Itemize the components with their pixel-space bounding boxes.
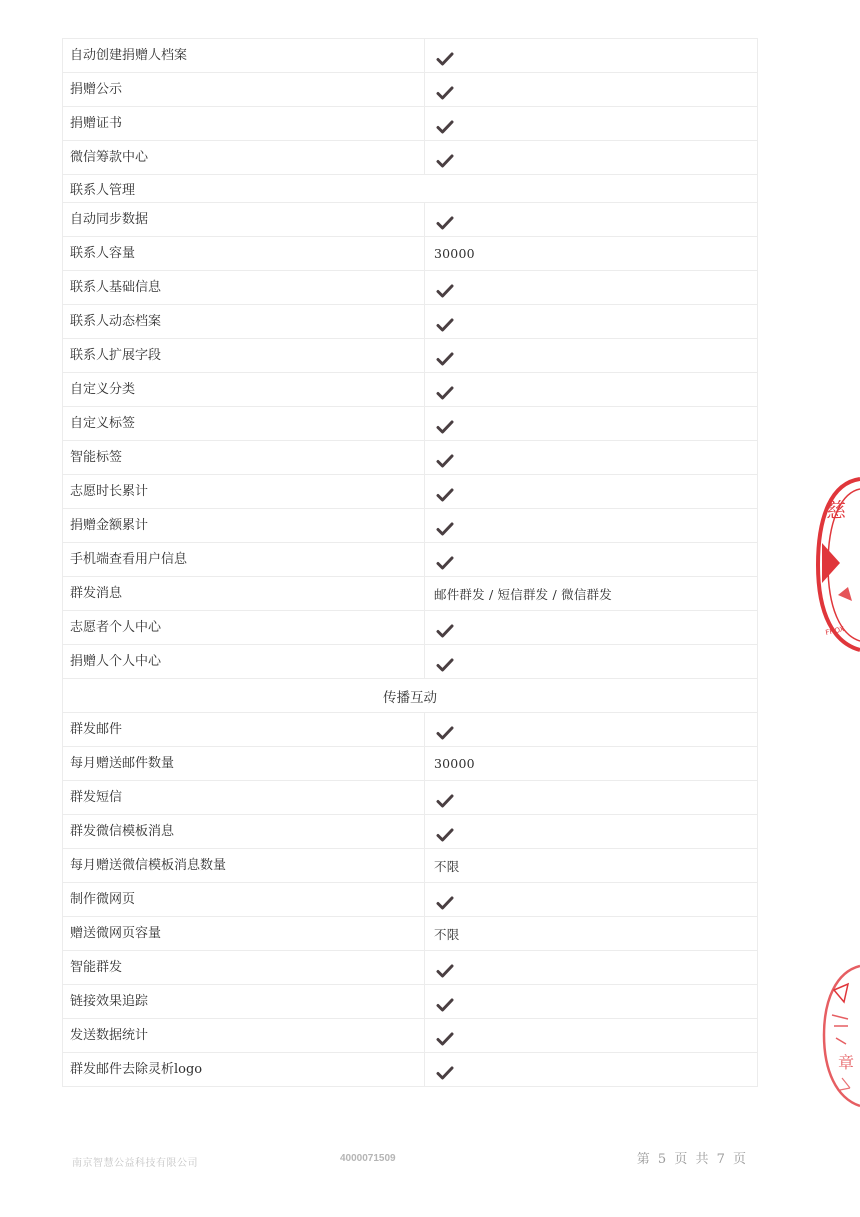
- feature-value: [425, 141, 758, 175]
- feature-value-text: 30000: [434, 755, 475, 771]
- feature-name: 群发消息: [63, 577, 425, 611]
- seal-1-text: 慈: [826, 498, 846, 522]
- feature-name: 每月赠送微信模板消息数量: [63, 849, 425, 883]
- table-row: [63, 815, 758, 849]
- checkmark-icon: [436, 86, 454, 100]
- table-row: [63, 175, 758, 203]
- table-row: [63, 1053, 758, 1087]
- feature-value: [425, 203, 758, 237]
- feature-name: 发送数据统计: [63, 1019, 425, 1053]
- feature-name: 捐赠人个人中心: [63, 645, 425, 679]
- subsection-heading: 联系人管理: [63, 175, 758, 203]
- checkmark-icon: [436, 624, 454, 638]
- feature-value-text: 邮件群发 / 短信群发 / 微信群发: [434, 586, 612, 602]
- feature-name: 智能标签: [63, 441, 425, 475]
- feature-name: 捐赠金额累计: [63, 509, 425, 543]
- feature-name: 群发短信: [63, 781, 425, 815]
- feature-name: 群发微信模板消息: [63, 815, 425, 849]
- table-row: [63, 985, 758, 1019]
- table-row: [63, 509, 758, 543]
- checkmark-icon: [436, 828, 454, 842]
- table-row: [63, 339, 758, 373]
- feature-name: 捐赠公示: [63, 73, 425, 107]
- table-row: [63, 849, 758, 883]
- feature-name: 志愿时长累计: [63, 475, 425, 509]
- table-row: [63, 305, 758, 339]
- feature-name: 自动创建捐赠人档案: [63, 39, 425, 73]
- checkmark-icon: [436, 794, 454, 808]
- table-row: [63, 73, 758, 107]
- feature-value: [425, 339, 758, 373]
- table-row: [63, 645, 758, 679]
- feature-value: [425, 747, 758, 781]
- feature-value: [425, 73, 758, 107]
- feature-name: 自定义标签: [63, 407, 425, 441]
- table-row: [63, 373, 758, 407]
- feature-value: [425, 509, 758, 543]
- section-heading: 传播互动: [63, 679, 758, 713]
- feature-value: [425, 271, 758, 305]
- feature-value: [425, 305, 758, 339]
- feature-name: 手机端查看用户信息: [63, 543, 425, 577]
- checkmark-icon: [436, 318, 454, 332]
- feature-value: [425, 985, 758, 1019]
- table-row: [63, 713, 758, 747]
- feature-value: [425, 407, 758, 441]
- red-seal-stamp-icon: [812, 960, 860, 1110]
- seal-2-text: 章: [838, 1053, 855, 1072]
- table-row: [63, 475, 758, 509]
- feature-name: 群发邮件去除灵析logo: [63, 1053, 425, 1087]
- feature-value: [425, 475, 758, 509]
- checkmark-icon: [436, 454, 454, 468]
- checkmark-icon: [436, 726, 454, 740]
- svg-text:FHOX: FHOX: [824, 625, 846, 637]
- checkmark-icon: [436, 998, 454, 1012]
- checkmark-icon: [436, 352, 454, 366]
- feature-value: [425, 39, 758, 73]
- feature-name: 群发邮件: [63, 713, 425, 747]
- table-row: [63, 271, 758, 305]
- table-row: [63, 441, 758, 475]
- table-row: [63, 1019, 758, 1053]
- feature-name: 赠送微网页容量: [63, 917, 425, 951]
- table-row: [63, 917, 758, 951]
- feature-value: [425, 1019, 758, 1053]
- table-row: [63, 107, 758, 141]
- feature-value-text: 不限: [434, 926, 460, 942]
- feature-value: [425, 577, 758, 611]
- feature-value: [425, 1053, 758, 1087]
- feature-name: 联系人扩展字段: [63, 339, 425, 373]
- feature-name: 志愿者个人中心: [63, 611, 425, 645]
- feature-value: [425, 815, 758, 849]
- feature-name: 微信筹款中心: [63, 141, 425, 175]
- table-body: [63, 39, 758, 1087]
- table-row: [63, 883, 758, 917]
- table-row: [63, 141, 758, 175]
- footer-company: 南京智慧公益科技有限公司: [72, 1158, 198, 1169]
- feature-value: [425, 713, 758, 747]
- feature-value: [425, 107, 758, 141]
- feature-value: [425, 883, 758, 917]
- table-row: [63, 781, 758, 815]
- table-row: [63, 747, 758, 781]
- checkmark-icon: [436, 1066, 454, 1080]
- table-row: [63, 577, 758, 611]
- checkmark-icon: [436, 658, 454, 672]
- checkmark-icon: [436, 420, 454, 434]
- page-number: 第 5 页 共 7 页: [636, 1152, 748, 1167]
- feature-value: [425, 543, 758, 577]
- feature-value: [425, 917, 758, 951]
- feature-name: 链接效果追踪: [63, 985, 425, 1019]
- checkmark-icon: [436, 522, 454, 536]
- checkmark-icon: [436, 154, 454, 168]
- table-row: [63, 951, 758, 985]
- footer-doc-number: 4000071509: [340, 1153, 396, 1164]
- checkmark-icon: [436, 488, 454, 502]
- checkmark-icon: [436, 964, 454, 978]
- feature-name: 捐赠证书: [63, 107, 425, 141]
- feature-value-text: 30000: [434, 245, 475, 261]
- feature-value: [425, 237, 758, 271]
- checkmark-icon: [436, 216, 454, 230]
- checkmark-icon: [436, 896, 454, 910]
- feature-value: [425, 373, 758, 407]
- feature-name: 每月赠送邮件数量: [63, 747, 425, 781]
- feature-value: [425, 781, 758, 815]
- table-row: [63, 203, 758, 237]
- table-row: [63, 543, 758, 577]
- feature-value-text: 不限: [434, 858, 460, 874]
- feature-name: 联系人容量: [63, 237, 425, 271]
- feature-name: 智能群发: [63, 951, 425, 985]
- checkmark-icon: [436, 386, 454, 400]
- feature-value: [425, 645, 758, 679]
- feature-value: [425, 441, 758, 475]
- checkmark-icon: [436, 52, 454, 66]
- feature-value: [425, 951, 758, 985]
- red-seal-stamp-icon: [812, 475, 860, 653]
- feature-name: 自定义分类: [63, 373, 425, 407]
- checkmark-icon: [436, 120, 454, 134]
- table-row: [63, 407, 758, 441]
- table-row: [63, 237, 758, 271]
- checkmark-icon: [436, 284, 454, 298]
- table-row: [63, 39, 758, 73]
- checkmark-icon: [436, 1032, 454, 1046]
- feature-name: 自动同步数据: [63, 203, 425, 237]
- checkmark-icon: [436, 556, 454, 570]
- feature-name: 制作微网页: [63, 883, 425, 917]
- feature-value: [425, 611, 758, 645]
- table-row: [63, 611, 758, 645]
- feature-value: [425, 849, 758, 883]
- feature-name: 联系人动态档案: [63, 305, 425, 339]
- feature-name: 联系人基础信息: [63, 271, 425, 305]
- feature-table: [62, 38, 758, 1087]
- table-row: [63, 679, 758, 713]
